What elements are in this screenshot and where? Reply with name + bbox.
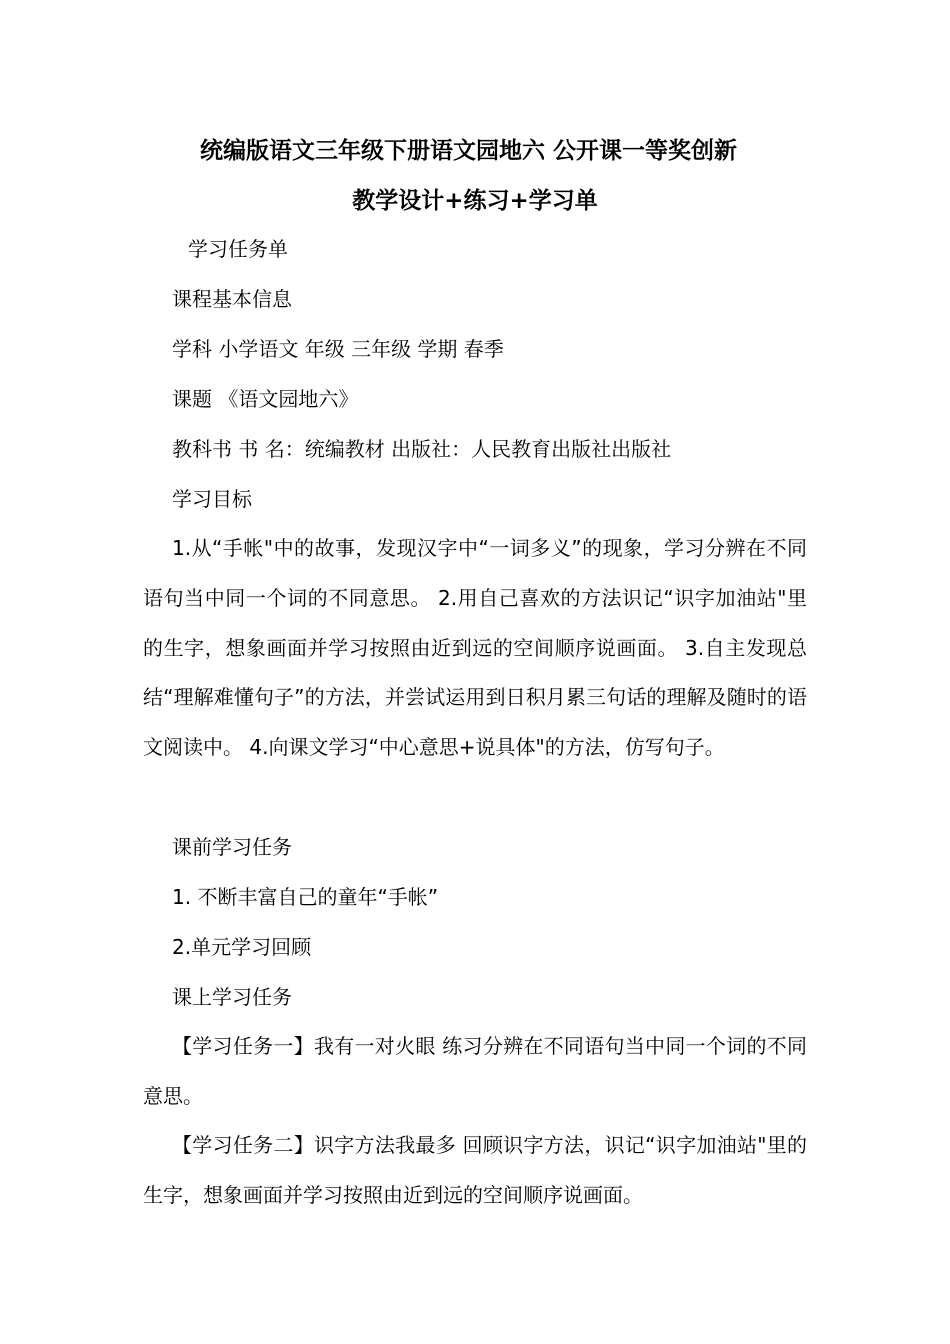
course-info-heading: 课程基本信息 (172, 287, 292, 311)
objectives-heading: 学习目标 (172, 487, 252, 511)
document-title-line-1: 统编版语文三年级下册语文园地六 公开课一等奖创新 (200, 138, 738, 164)
pre-class-task-2: 2.单元学习回顾 (172, 935, 312, 959)
task-two-paragraph: 【学习任务二】识字方法我最多 回顾识字方法，识记“识字加油站"里的生字，想象画面并学习按照由近到远的空间顺序说画面。 (143, 1133, 807, 1207)
task-one-paragraph: 【学习任务一】我有一对火眼 练习分辨在不同语句当中同一个词的不同意思。 (143, 1034, 807, 1108)
objectives-paragraph: 1.从“手帐"中的故事，发现汉字中“一词多义”的现象，学习分辨在不同 语句当中同一个词的不同意思。 2.用自己喜欢的方法识记“识字加油站"里的生字，想象画面并学习按照由近到远的空间顺序说画面。 3.自主发现总结“理解难懂句子”的方法，并尝试运用到日积月累三句话的理解及随时的语文阅读中。 4.向课文学习“中心意思+说具体"的方法，仿写句子。 (143, 536, 807, 760)
subject-line: 学科 小学语文 年级 三年级 学期 春季 (172, 337, 504, 361)
pre-class-heading: 课前学习任务 (172, 835, 292, 859)
in-class-heading: 课上学习任务 (172, 985, 292, 1009)
task-sheet-heading: 学习任务单 (188, 237, 288, 261)
pre-class-task-1: 1. 不断丰富自己的童年“手帐” (172, 885, 439, 909)
document-title-line-2: 教学设计+练习+学习单 (352, 188, 598, 214)
textbook-line: 教科书 书 名：统编教材 出版社：人民教育出版社出版社 (172, 437, 672, 461)
topic-line: 课题 《语文园地六》 (172, 387, 359, 411)
